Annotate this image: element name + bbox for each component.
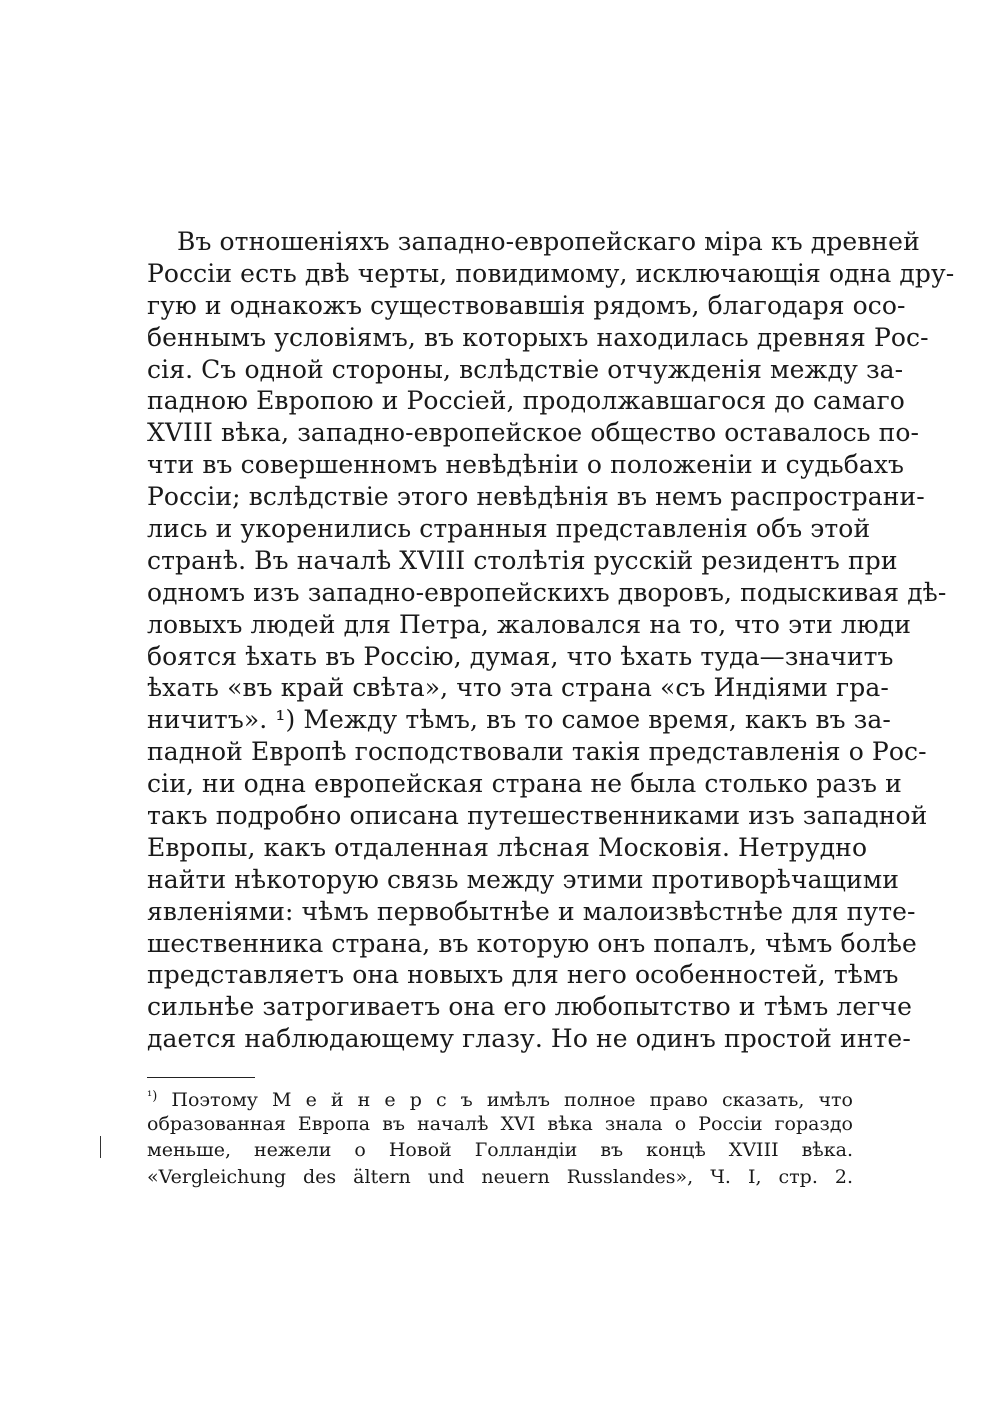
main-paragraph: [147, 226, 955, 1055]
text-line: гую и однакожъ существовавшія рядомъ, благодаря осо-: [147, 290, 906, 320]
text-line: Россіи; вслѣдствіе этого невѣдѣнія въ немъ распространи-: [147, 482, 925, 512]
text-line: найти нѣкоторую связь между этими противорѣчащими: [147, 864, 900, 894]
text-line: странѣ. Въ началѣ XVIII столѣтія русскій резидентъ при: [147, 545, 898, 575]
text-line: сильнѣе затрогиваетъ она его любопытство и тѣмъ легче: [147, 992, 912, 1022]
text-line: боятся ѣхать въ Россію, думая, что ѣхать туда—значитъ: [147, 641, 894, 671]
text-line: падной Европѣ господствовали такія представленія о Рос-: [147, 737, 927, 767]
text-line: дается наблюдающему глазу. Но не одинъ простой инте-: [147, 1024, 911, 1054]
text-line: чти въ совершенномъ невѣдѣніи о положеніи и судьбахъ: [147, 450, 905, 480]
text-line: Въ отношеніяхъ западно-европейскаго міра къ древней: [177, 227, 920, 256]
text-line: явленіями: чѣмъ первобытнѣе и малоизвѣстнѣе для путе-: [147, 896, 916, 926]
text-line: Россіи есть двѣ черты, повидимому, исключающія одна дру-: [147, 258, 955, 288]
footnote-line: [147, 1084, 853, 1111]
text-line: шественника страна, въ которую онъ попалъ, чѣмъ болѣе: [147, 928, 917, 958]
text-line: ѣхать «въ край свѣта», что эта страна «съ Индіями гра-: [147, 673, 889, 703]
text-line: представляетъ она новыхъ для него особенностей, тѣмъ: [147, 960, 899, 990]
text-line: ловыхъ людей для Петра, жаловался на то, что эти люди: [147, 609, 912, 639]
footnote-line: меньше, нежели о Новой Голландіи въ концѣ XVIII вѣка.: [147, 1139, 853, 1161]
text-line: падною Европою и Россіей, продолжавшагося до самаго: [147, 386, 905, 416]
text-line: сія. Съ одной стороны, вслѣдствіе отчужденія между за-: [147, 354, 904, 384]
text-line: беннымъ условіямъ, въ которыхъ находилась древняя Рос-: [147, 322, 929, 352]
footnote-text: Поэтому М е й н е р с ъ имѣлъ полное право сказать, что: [171, 1089, 853, 1111]
text-line: одномъ изъ западно-европейскихъ дворовъ, подыскивая дѣ-: [147, 577, 947, 607]
text-line: такъ подробно описана путешественниками изъ западной: [147, 801, 928, 831]
footnote-line: образованная Европа въ началѣ XVI вѣка знала о Россіи гораздо: [147, 1112, 853, 1135]
footnote-line: «Vergleichung des ältern und neuern Russlandes», Ч. I, стр. 2.: [147, 1165, 853, 1188]
margin-mark: [100, 1136, 104, 1158]
text-line: лись и укоренились странныя представленія объ этой: [147, 514, 871, 544]
text-line-with-footnote-ref: ничитъ». ¹) Между тѣмъ, въ то самое время, какъ въ за-: [147, 705, 891, 735]
text-line: Европы, какъ отдаленная лѣсная Московія. Нетрудно: [147, 832, 868, 862]
text-line: сіи, ни одна европейская страна не была столько разъ и: [147, 769, 902, 799]
footnote-divider: [147, 1077, 255, 1078]
text-line: XVIII вѣка, западно-европейское общество оставалось по-: [147, 418, 920, 448]
footnote-marker: ¹): [147, 1089, 158, 1104]
footnote: [147, 1084, 853, 1190]
